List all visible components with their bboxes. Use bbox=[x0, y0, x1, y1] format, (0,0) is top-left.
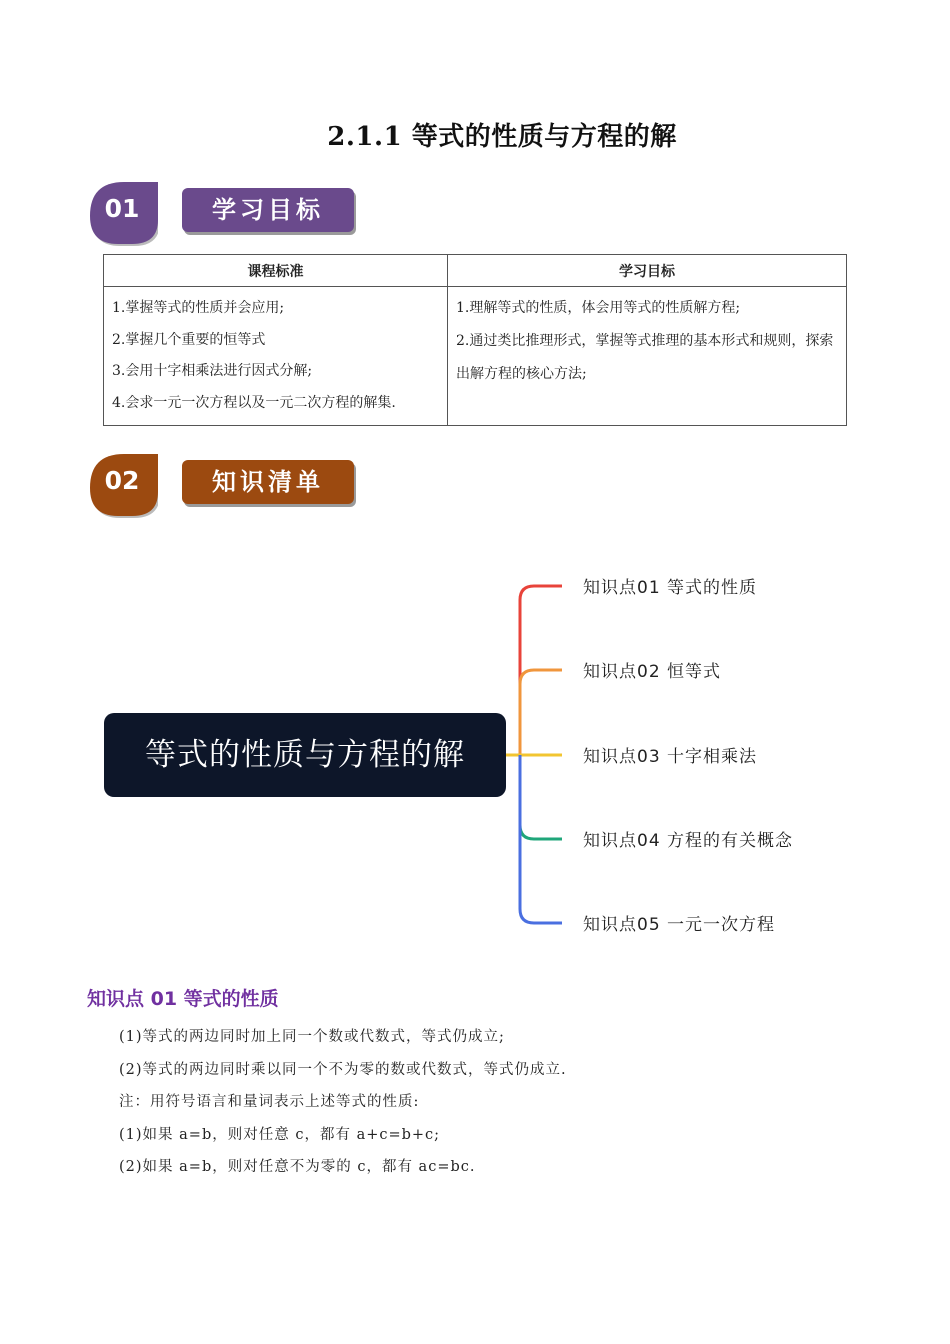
mindmap-node-2: 知识点02 恒等式 bbox=[583, 662, 722, 682]
objective-item: 2.通过类比推理形式，掌握等式推理的基本形式和规则，探索出解方程的核心方法; bbox=[456, 332, 834, 382]
table-header-standards: 课程标准 bbox=[104, 255, 448, 287]
branch-line-2 bbox=[520, 670, 562, 755]
branch-line-4 bbox=[520, 755, 562, 839]
section-number: 02 bbox=[104, 466, 140, 495]
section-label: 学习目标 bbox=[182, 188, 354, 232]
body-line: 注：用符号语言和量词表示上述等式的性质: bbox=[119, 1094, 420, 1111]
goals-table bbox=[103, 254, 847, 426]
body-line: (2)如果 a=b，则对任意不为零的 c，都有 ac=bc. bbox=[119, 1159, 476, 1176]
knowledge-point-heading: 知识点 01 等式的性质 bbox=[87, 988, 279, 1010]
mindmap-root: 等式的性质与方程的解 bbox=[104, 713, 506, 797]
standards-cell bbox=[104, 287, 448, 426]
knowledge-point-body bbox=[119, 1021, 879, 1184]
body-line: (2)等式的两边同时乘以同一个不为零的数或代数式，等式仍成立. bbox=[119, 1061, 567, 1078]
standard-item: 2.掌握几个重要的恒等式 bbox=[112, 331, 266, 348]
objective-item: 1.理解等式的性质，体会用等式的性质解方程; bbox=[456, 300, 741, 316]
mindmap-node-5: 知识点05 一元一次方程 bbox=[583, 915, 776, 935]
section-header-01 bbox=[88, 180, 368, 250]
mindmap bbox=[100, 560, 860, 950]
standard-item: 4.会求一元一次方程以及一元二次方程的解集. bbox=[112, 394, 396, 411]
section-header-02 bbox=[88, 452, 368, 522]
section-label: 知识清单 bbox=[182, 460, 354, 504]
body-line: (1)等式的两边同时加上同一个数或代数式，等式仍成立; bbox=[119, 1029, 505, 1045]
page-title: 2.1.1 等式的性质与方程的解 bbox=[327, 122, 677, 152]
standard-item: 1.掌握等式的性质并会应用; bbox=[112, 300, 285, 316]
table-header-objectives: 学习目标 bbox=[448, 255, 847, 287]
body-line: (1)如果 a=b，则对任意 c，都有 a+c=b+c; bbox=[119, 1126, 441, 1143]
mindmap-node-3: 知识点03 十字相乘法 bbox=[583, 747, 758, 767]
objectives-cell bbox=[448, 287, 847, 426]
section-number: 01 bbox=[104, 194, 140, 223]
standard-item: 3.会用十字相乘法进行因式分解; bbox=[112, 363, 313, 379]
mindmap-node-4: 知识点04 方程的有关概念 bbox=[583, 831, 794, 851]
mindmap-node-1: 知识点01 等式的性质 bbox=[583, 578, 758, 598]
